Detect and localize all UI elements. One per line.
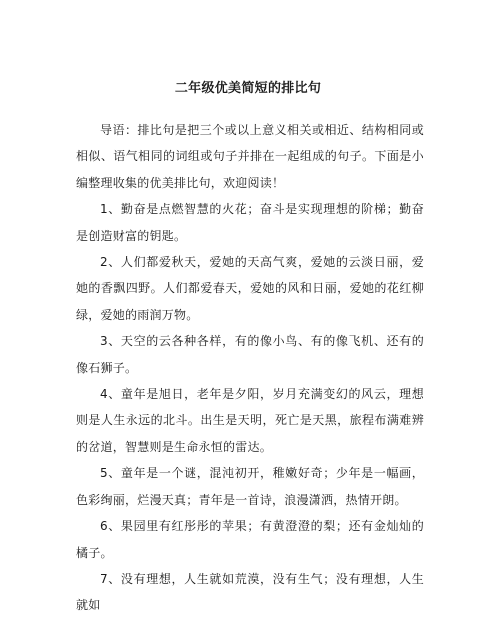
sentence-paragraph-1: 1、勤奋是点燃智慧的火花；奋斗是实现理想的阶梯；勤奋是创造财富的钥匙。	[76, 202, 424, 243]
sentence-paragraph-5: 5、童年是一个谜，混沌初开，稚嫩好奇；少年是一幅画，色彩绚丽，烂漫天真；青年是一首诗，浪漫潇洒，热情开朗。	[76, 466, 424, 507]
intro-paragraph: 导语：排比句是把三个或以上意义相关或相近、结构相同或相似、语气相同的词组或句子并排在一起组成的句子。下面是小编整理收集的优美排比句，欢迎阅读！	[76, 123, 424, 190]
sentence-paragraph-7: 7、没有理想，人生就如荒漠，没有生气；没有理想，人生就如	[76, 571, 424, 613]
document-title: 二年级优美简短的排比句	[174, 81, 322, 96]
sentence-paragraph-6: 6、果园里有红彤彤的苹果；有黄澄澄的梨；还有金灿灿的橘子。	[76, 519, 424, 560]
document-body	[76, 117, 424, 619]
sentence-paragraph-3: 3、天空的云各种各样，有的像小鸟、有的像飞机、还有的像石狮子。	[76, 334, 424, 375]
sentence-paragraph-4: 4、童年是旭日，老年是夕阳，岁月充满变幻的风云，理想则是人生永远的北斗。出生是天明，死亡是天黑，旅程布满难辨的岔道，智慧则是生命永恒的雷达。	[76, 387, 424, 454]
sentence-paragraph-2: 2、人们都爱秋天，爱她的天高气爽，爱她的云淡日丽，爱她的香飘四野。人们都爱春天，爱她的风和日丽，爱她的花红柳绿，爱她的雨润万物。	[76, 255, 424, 322]
